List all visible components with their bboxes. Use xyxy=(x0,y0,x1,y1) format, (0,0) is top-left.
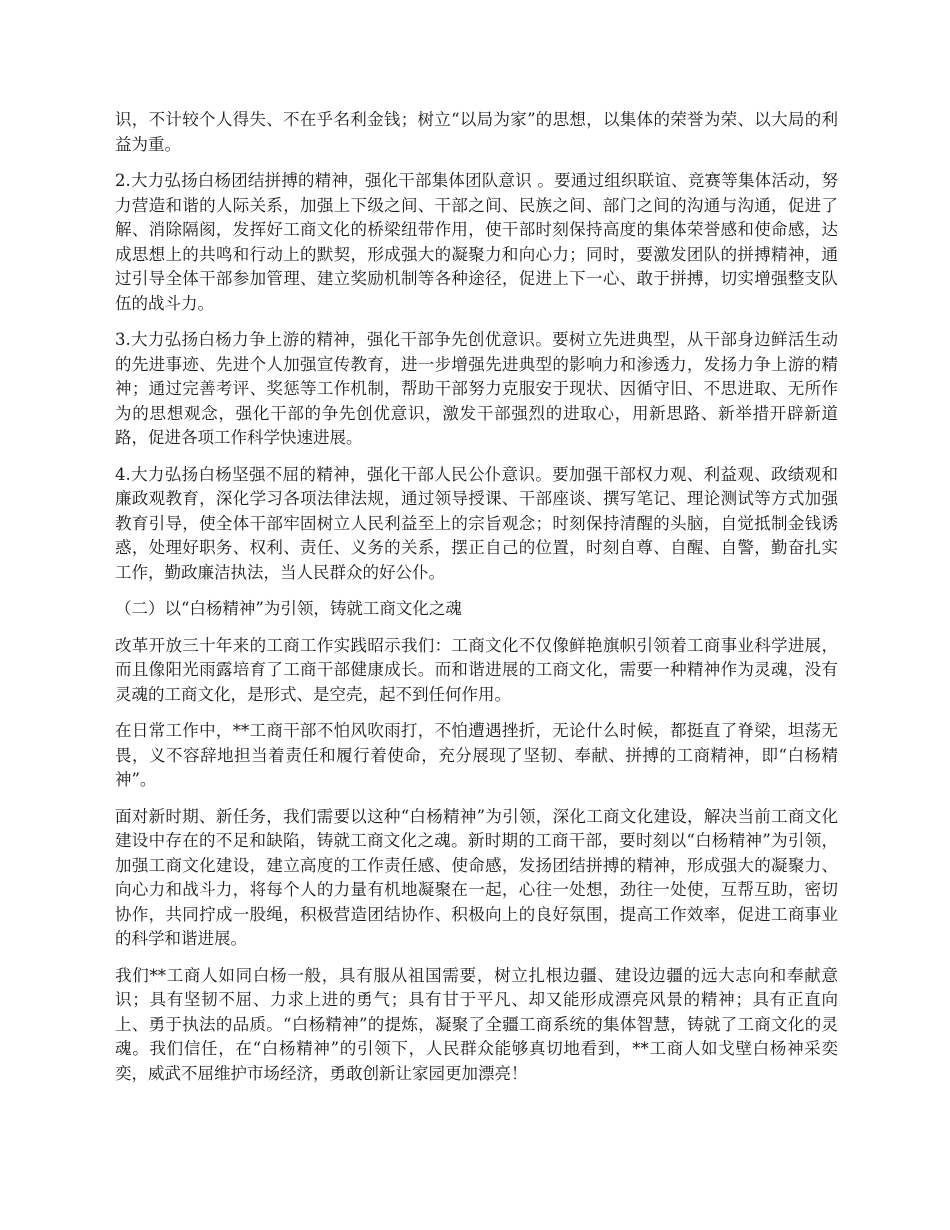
paragraph-intro-continuation: 识，不计较个人得失、不在乎名利金钱；树立“以局为家”的思想，以集体的荣誉为荣、以大局的利益为重。 xyxy=(115,110,838,154)
paragraph-point-3: 3.大力弘扬白杨力争上游的精神，强化干部争先创优意识。要树立先进典型，从干部身边鲜活生动的先进事迹、先进个人加强宣传教育，进一步增强先进典型的影响力和渗透力，发扬力争上游的精神；通过完善考评、奖惩等工作机制，帮助干部努力克服安于现状、因循守旧、不思进取、无所作为的思想观念，强化干部的争先创优意识，激发干部强烈的进取心，用新思路、新举措开辟新道路，促进各项工作科学快速进展。 xyxy=(115,330,838,447)
paragraph-point-4: 4.大力弘扬白杨坚强不屈的精神，强化干部人民公仆意识。要加强干部权力观、利益观、政绩观和廉政观教育，深化学习各项法律法规，通过领导授课、干部座谈、撰写笔记、理论测试等方式加强教育引导，使全体干部牢固树立人民利益至上的宗旨观念；时刻保持清醒的头脑，自觉抵制金钱诱惑，处理好职务、权利、责任、义务的关系，摆正自己的位置，时刻自尊、自醒、自警，勤奋扎实工作，勤政廉洁执法，当人民群众的好公仆。 xyxy=(115,464,838,582)
paragraph-point-2: 2.大力弘扬白杨团结拼搏的精神，强化干部集体团队意识 。要通过组织联谊、竞赛等集体活动，努力营造和谐的人际关系，加强上下级之间、干部之间、民族之间、部门之间的沟通与沟通，促进了解、消除隔阂，发挥好工商文化的桥梁纽带作用，使干部时刻保持高度的集体荣誉感和使命感，达成思想上的共鸣和行动上的默契，形成强大的凝聚力和向心力；同时，要激发团队的拼搏精神，通过引导全体干部参加管理、建立奖励机制等各种途径，促进上下一心、敢于拼搏，切实增强整支队伍的战斗力。 xyxy=(115,171,838,313)
paragraph-new-era: 面对新时期、新任务，我们需要以这种“白杨精神”为引领，深化工商文化建设，解决当前工商文化建设中存在的不足和缺陷，铸就工商文化之魂。新时期的工商干部，要时刻以“白杨精神”为引领，加强工商文化建设，建立高度的工作责任感、使命感，发扬团结拼搏的精神，形成强大的凝聚力、向心力和战斗力，将每个人的力量有机地凝聚在一起，心往一处想，劲往一处使，互帮互助，密切协作，共同拧成一股绳，积极营造团结协作、积极向上的良好氛围，提高工作效率，促进工商事业的科学和谐进展。 xyxy=(115,806,838,948)
paragraph-reform-practice: 改革开放三十年来的工商工作实践昭示我们：工商文化不仅像鲜艳旗帜引领着工商事业科学进展，而且像阳光雨露培育了工商干部健康成长。而和谐进展的工商文化，需要一种精神作为灵魂，没有灵魂的工商文化，是形式、是空壳，起不到任何作用。 xyxy=(115,635,838,704)
section-heading-2: （二）以“白杨精神”为引领，铸就工商文化之魂 xyxy=(115,599,462,618)
paragraph-daily-work: 在日常工作中，**工商干部不怕风吹雨打，不怕遭遇挫折，无论什么时候，都挺直了脊梁，坦荡无畏，义不容辞地担当着责任和履行着使命，充分展现了坚韧、奉献、拼搏的工商精神，即“白杨精神”。 xyxy=(115,721,838,789)
paragraph-conclusion: 我们**工商人如同白杨一般，具有服从祖国需要，树立扎根边疆、建设边疆的远大志向和奉献意识；具有坚韧不屈、力求上进的勇气；具有甘于平凡、却又能形成漂亮风景的精神；具有正直向上、勇于执法的品质。“白杨精神”的提炼，凝聚了全疆工商系统的集体智慧，铸就了工商文化的灵魂。我们信任，在“白杨精神”的引领下，人民群众能够真切地看到，**工商人如戈壁白杨神采奕奕，威武不屈维护市场经济，勇敢创新让家园更加漂亮！ xyxy=(115,965,838,1083)
